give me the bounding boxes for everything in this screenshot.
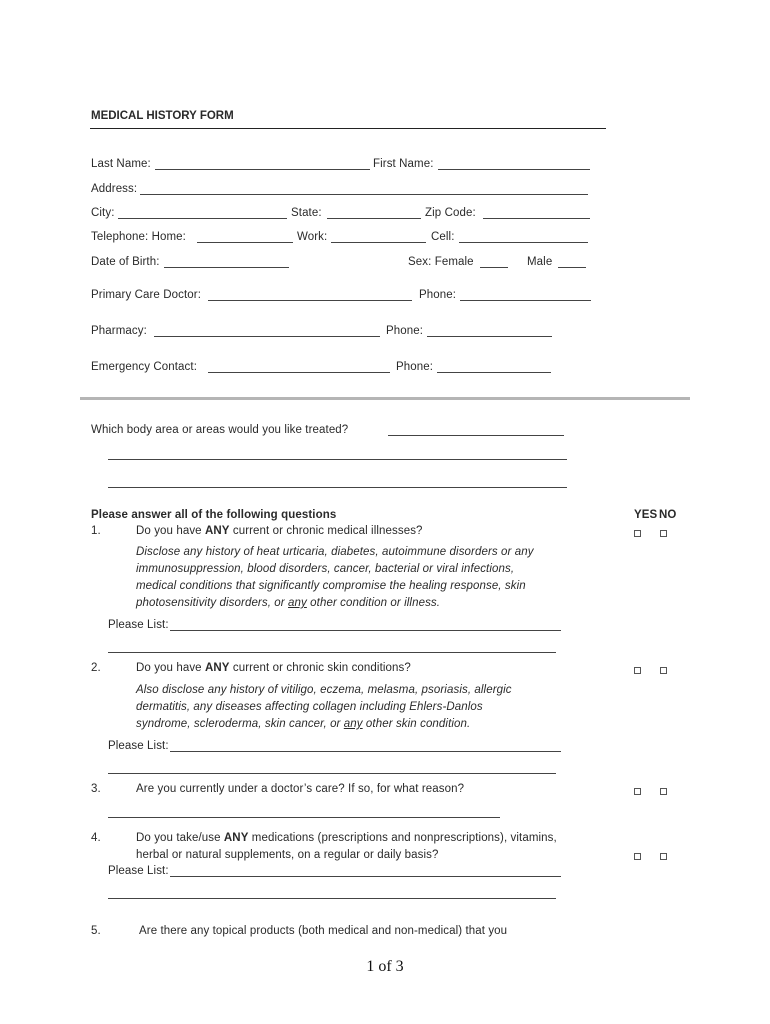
dob-field[interactable] [164, 267, 289, 268]
q2-note-line-2: dermatitis, any diseases affecting collagen including Ehlers-Danlos [136, 701, 483, 713]
body-area-field[interactable] [388, 435, 564, 436]
primary-doctor-label: Primary Care Doctor: [91, 289, 201, 301]
zip-field[interactable] [483, 218, 590, 219]
q1-note-line-2: immunosuppression, blood disorders, cancer, bacterial or viral infections, [136, 563, 515, 575]
emergency-contact-label: Emergency Contact: [91, 361, 197, 373]
q2-text: Do you have ANY current or chronic skin conditions? [136, 662, 411, 674]
primary-doctor-field[interactable] [208, 300, 412, 301]
q4-number: 4. [91, 832, 101, 844]
pharmacy-phone-label: Phone: [386, 325, 424, 337]
q4-yes-checkbox[interactable] [634, 853, 641, 860]
dob-label: Date of Birth: [91, 256, 160, 268]
first-name-field[interactable] [438, 169, 590, 170]
q3-answer-line[interactable] [108, 817, 500, 818]
section-divider [80, 397, 690, 400]
q1-yes-checkbox[interactable] [634, 530, 641, 537]
q1-note-line-4: photosensitivity disorders, or any other condition or illness. [136, 597, 441, 609]
doctor-phone-label: Phone: [419, 289, 457, 301]
work-label: Work: [297, 231, 328, 243]
title-rule [90, 128, 606, 129]
q1-note-line-3: medical conditions that significantly compromise the healing response, skin [136, 580, 526, 592]
q2-number: 2. [91, 662, 101, 674]
male-field[interactable] [558, 267, 586, 268]
q4-no-checkbox[interactable] [660, 853, 667, 860]
work-phone-field[interactable] [331, 242, 426, 243]
q2-please-list-label: Please List: [108, 740, 169, 752]
zip-label: Zip Code: [425, 207, 476, 219]
q1-text: Do you have ANY current or chronic medical illnesses? [136, 525, 423, 537]
q1-note-line-1: Disclose any history of heat urticaria, diabetes, autoimmune disorders or any [136, 546, 534, 558]
form-title: MEDICAL HISTORY FORM [91, 110, 234, 122]
q2-no-checkbox[interactable] [660, 667, 667, 674]
q1-number: 1. [91, 525, 101, 537]
body-area-question: Which body area or areas would you like treated? [91, 424, 349, 436]
first-name-label: First Name: [373, 158, 434, 170]
pharmacy-phone-field[interactable] [427, 336, 552, 337]
q2-list-field[interactable] [170, 751, 561, 752]
q4-text-line-2: herbal or natural supplements, on a regular or daily basis? [136, 849, 439, 861]
q2-note-line-1: Also disclose any history of vitiligo, eczema, melasma, psoriasis, allergic [136, 684, 512, 696]
q1-please-list-label: Please List: [108, 619, 169, 631]
yes-column-header: YES [634, 509, 658, 521]
emergency-phone-field[interactable] [437, 372, 551, 373]
q1-list-line-2[interactable] [108, 652, 556, 653]
address-field[interactable] [140, 194, 588, 195]
q3-yes-checkbox[interactable] [634, 788, 641, 795]
pharmacy-label: Pharmacy: [91, 325, 147, 337]
male-label: Male [527, 256, 553, 268]
home-phone-field[interactable] [197, 242, 293, 243]
q1-list-field[interactable] [170, 630, 561, 631]
telephone-home-label: Telephone: Home: [91, 231, 186, 243]
q5-number: 5. [91, 925, 101, 937]
q3-text: Are you currently under a doctor’s care? If so, for what reason? [136, 783, 465, 795]
q3-no-checkbox[interactable] [660, 788, 667, 795]
page-number: 1 of 3 [366, 958, 404, 975]
q4-text: Do you take/use ANY medications (prescriptions and nonprescriptions), vitamins, [136, 832, 557, 844]
q2-list-line-2[interactable] [108, 773, 556, 774]
no-column-header: NO [659, 509, 677, 521]
q4-list-field[interactable] [170, 876, 561, 877]
last-name-field[interactable] [155, 169, 370, 170]
female-field[interactable] [480, 267, 508, 268]
pharmacy-field[interactable] [154, 336, 380, 337]
q1-no-checkbox[interactable] [660, 530, 667, 537]
city-label: City: [91, 207, 115, 219]
q2-yes-checkbox[interactable] [634, 667, 641, 674]
state-label: State: [291, 207, 322, 219]
questions-header: Please answer all of the following questions [91, 509, 337, 521]
cell-label: Cell: [431, 231, 455, 243]
q2-note-line-3: syndrome, scleroderma, skin cancer, or any other skin condition. [136, 718, 471, 730]
state-field[interactable] [327, 218, 421, 219]
cell-phone-field[interactable] [459, 242, 588, 243]
doctor-phone-field[interactable] [460, 300, 591, 301]
city-field[interactable] [118, 218, 287, 219]
emergency-contact-field[interactable] [208, 372, 390, 373]
q5-text: Are there any topical products (both medical and non-medical) that you [139, 925, 508, 937]
address-label: Address: [91, 183, 138, 195]
last-name-label: Last Name: [91, 158, 151, 170]
body-area-line-3[interactable] [108, 487, 567, 488]
emergency-phone-label: Phone: [396, 361, 434, 373]
q4-list-line-2[interactable] [108, 898, 556, 899]
body-area-line-2[interactable] [108, 459, 567, 460]
q4-please-list-label: Please List: [108, 865, 169, 877]
q3-number: 3. [91, 783, 101, 795]
sex-female-label: Sex: Female [408, 256, 474, 268]
